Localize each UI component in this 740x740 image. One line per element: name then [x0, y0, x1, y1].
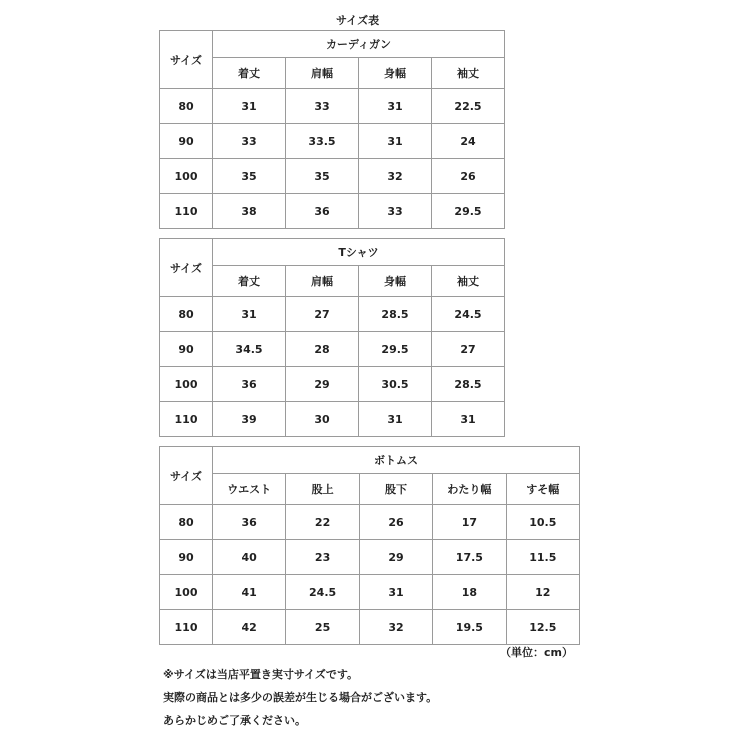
measurement-cell: 26: [432, 159, 505, 194]
size-cell: 80: [160, 89, 213, 124]
tshirt-size-table: [159, 238, 505, 437]
measurement-cell: 24: [432, 124, 505, 159]
size-cell: 90: [160, 540, 213, 575]
measurement-cell: 39: [213, 402, 286, 437]
size-cell: 90: [160, 124, 213, 159]
measurement-cell: 31: [359, 575, 432, 610]
measurement-cell: 27: [432, 332, 505, 367]
measurement-cell: 26: [359, 505, 432, 540]
measurement-cell: 33: [213, 124, 286, 159]
table-header-row: [160, 447, 580, 474]
measurement-cell: 31: [213, 89, 286, 124]
measurement-cell: 42: [213, 610, 286, 645]
size-cell: 90: [160, 332, 213, 367]
column-header: 股上: [286, 474, 359, 505]
measurement-cell: 31: [359, 402, 432, 437]
column-header: 肩幅: [286, 266, 359, 297]
table-header-row: [160, 31, 505, 58]
table-row: [160, 610, 580, 645]
measurement-cell: 40: [213, 540, 286, 575]
notes: [163, 663, 437, 732]
measurement-cell: 33: [359, 194, 432, 229]
measurement-cell: 17.5: [433, 540, 506, 575]
measurement-cell: 30.5: [359, 367, 432, 402]
size-cell: 100: [160, 575, 213, 610]
table-row: [160, 575, 580, 610]
measurement-cell: 18: [433, 575, 506, 610]
measurement-cell: 17: [433, 505, 506, 540]
measurement-cell: 31: [359, 124, 432, 159]
measurement-cell: 31: [213, 297, 286, 332]
measurement-cell: 24.5: [432, 297, 505, 332]
column-header: 袖丈: [432, 58, 505, 89]
table-row: [160, 124, 505, 159]
page-title: サイズ表: [336, 14, 380, 27]
table-row: [160, 89, 505, 124]
measurement-cell: 33: [286, 89, 359, 124]
measurement-cell: 29: [286, 367, 359, 402]
measurement-cell: 22: [286, 505, 359, 540]
size-column-header: サイズ: [160, 447, 213, 505]
category-header: ボトムス: [213, 447, 580, 474]
category-header: Tシャツ: [213, 239, 505, 266]
measurement-cell: 29: [359, 540, 432, 575]
size-cell: 100: [160, 367, 213, 402]
table-row: [160, 159, 505, 194]
column-header: 着丈: [213, 266, 286, 297]
measurement-cell: 38: [213, 194, 286, 229]
table-header-row: [160, 239, 505, 266]
category-header: カーディガン: [213, 31, 505, 58]
measurement-cell: 29.5: [432, 194, 505, 229]
size-cell: 110: [160, 194, 213, 229]
measurement-cell: 32: [359, 610, 432, 645]
measurement-cell: 32: [359, 159, 432, 194]
measurement-cell: 25: [286, 610, 359, 645]
note-line: あらかじめご了承ください。: [163, 714, 306, 727]
size-cell: 80: [160, 297, 213, 332]
measurement-cell: 23: [286, 540, 359, 575]
measurement-cell: 30: [286, 402, 359, 437]
column-header: すそ幅: [506, 474, 579, 505]
unit-note: （単位：cm）: [500, 646, 573, 659]
column-header: 肩幅: [286, 58, 359, 89]
measurement-cell: 36: [286, 194, 359, 229]
measurement-cell: 24.5: [286, 575, 359, 610]
table-row: [160, 194, 505, 229]
measurement-cell: 11.5: [506, 540, 579, 575]
measurement-cell: 28: [286, 332, 359, 367]
measurement-cell: 10.5: [506, 505, 579, 540]
column-header: 袖丈: [432, 266, 505, 297]
bottoms-size-table: [159, 446, 580, 645]
table-row: [160, 297, 505, 332]
measurement-cell: 28.5: [359, 297, 432, 332]
table-row: [160, 402, 505, 437]
size-cell: 100: [160, 159, 213, 194]
measurement-cell: 31: [359, 89, 432, 124]
column-header: わたり幅: [433, 474, 506, 505]
cardigan-size-table: [159, 30, 505, 229]
measurement-cell: 35: [213, 159, 286, 194]
size-column-header: サイズ: [160, 239, 213, 297]
measurement-cell: 27: [286, 297, 359, 332]
size-cell: 110: [160, 402, 213, 437]
measurement-cell: 36: [213, 505, 286, 540]
note-line: ※サイズは当店平置き実寸サイズです。: [163, 668, 359, 681]
size-cell: 80: [160, 505, 213, 540]
column-header: 着丈: [213, 58, 286, 89]
column-header: 股下: [359, 474, 432, 505]
table-row: [160, 332, 505, 367]
note-line: 実際の商品とは多少の誤差が生じる場合がございます。: [163, 691, 438, 704]
measurement-cell: 41: [213, 575, 286, 610]
column-header: ウエスト: [213, 474, 286, 505]
measurement-cell: 12.5: [506, 610, 579, 645]
measurement-cell: 31: [432, 402, 505, 437]
measurement-cell: 29.5: [359, 332, 432, 367]
table-row: [160, 505, 580, 540]
measurement-cell: 35: [286, 159, 359, 194]
column-header: 身幅: [359, 58, 432, 89]
column-header: 身幅: [359, 266, 432, 297]
measurement-cell: 28.5: [432, 367, 505, 402]
measurement-cell: 22.5: [432, 89, 505, 124]
size-cell: 110: [160, 610, 213, 645]
measurement-cell: 19.5: [433, 610, 506, 645]
table-subheader-row: [160, 474, 580, 505]
measurement-cell: 33.5: [286, 124, 359, 159]
size-column-header: サイズ: [160, 31, 213, 89]
table-row: [160, 367, 505, 402]
measurement-cell: 12: [506, 575, 579, 610]
measurement-cell: 36: [213, 367, 286, 402]
measurement-cell: 34.5: [213, 332, 286, 367]
table-row: [160, 540, 580, 575]
